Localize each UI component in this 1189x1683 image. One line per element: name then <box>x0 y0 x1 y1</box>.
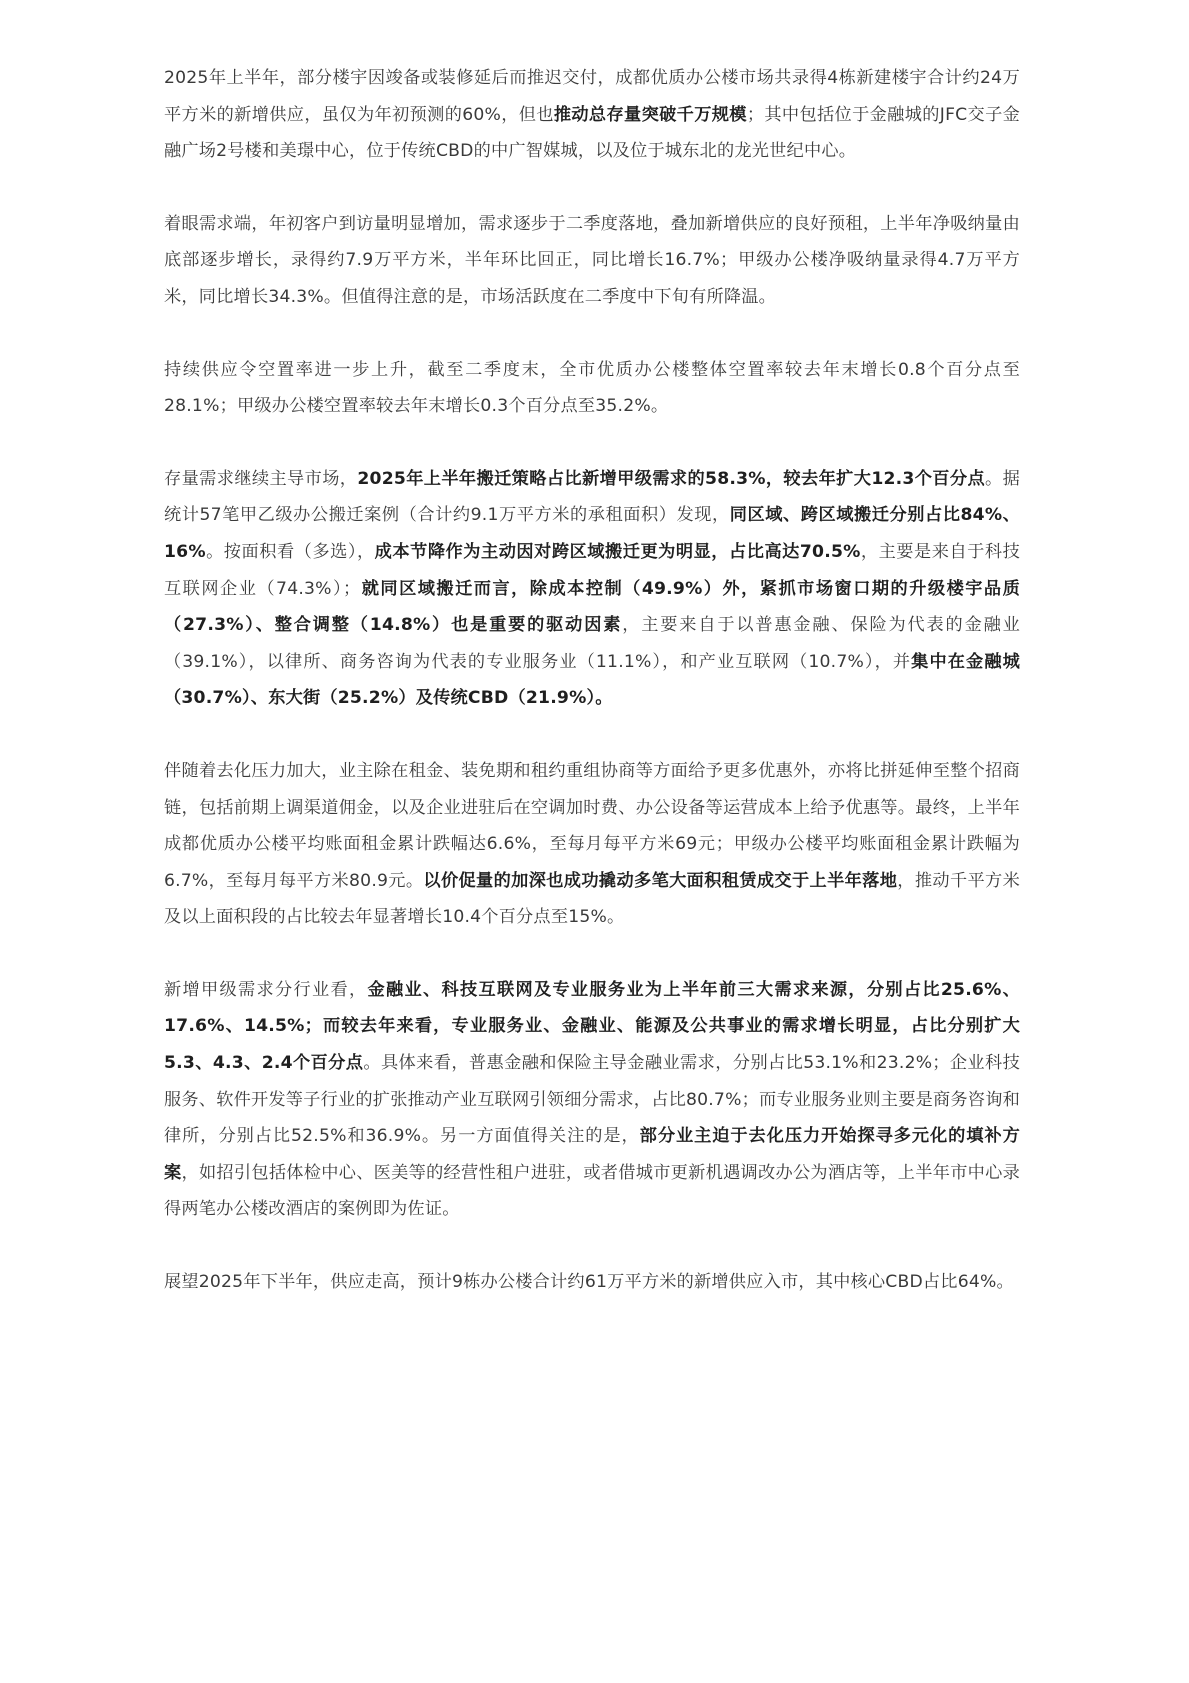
text-segment: 。据统计57笔甲乙级办公搬迁案例（合计约9.1万平方米的承租面积）发现， <box>164 468 1021 526</box>
bold-text-segment: 推动总存量突破千万规模 <box>553 104 747 125</box>
bold-text-segment: 成本节降作为主动因对跨区域搬迁更为明显，占比高达70.5% <box>374 541 861 562</box>
paragraph <box>164 352 1020 425</box>
paragraph <box>164 1264 1020 1301</box>
bold-text-segment: 金融业、科技互联网及专业服务业为上半年前三大需求来源，分别占比25.6%、17.6%、14.5%；而较去年来看，专业服务业、金融业、能源及公共事业的需求增长明显，占比分别扩大5.3、4.3、2.4个百分点 <box>164 979 1020 1074</box>
text-segment: ，主要来自于以普惠金融、保险为代表的金融业（39.1%），以律所、商务咨询为代表的专业服务业（11.1%），和产业互联网（10.7%），并 <box>164 615 1020 672</box>
text-segment: 。具体来看，普惠金融和保险主导金融业需求，分别占比53.1%和23.2%；企业科技服务、软件开发等子行业的扩张推动产业互联网引领细分需求，占比80.7%；而专业服务业则主要是商务咨询和律所，分别占比52.5%和36.9%。另一方面值得关注的是， <box>164 1053 1021 1147</box>
paragraph <box>164 206 1020 316</box>
paragraph <box>164 972 1020 1228</box>
text-segment: ，推动千平方米及以上面积段的占比较去年显著增长10.4个百分点至15%。 <box>164 870 1020 928</box>
bold-text-segment: 以价促量的加深也成功撬动多笔大面积租赁成交于上半年落地 <box>423 870 898 891</box>
text-segment: 展望2025年下半年，供应走高，预计9栋办公楼合计约61万平方米的新增供应入市，其中核心CBD占比64%。 <box>164 1272 1014 1293</box>
paragraph <box>164 60 1020 170</box>
text-segment: ，如招引包括体检中心、医美等的经营性租户进驻，或者借城市更新机遇调改办公为酒店等，上半年市中心录得两笔办公楼改酒店的案例即为佐证。 <box>164 1162 1021 1220</box>
paragraph <box>164 753 1020 936</box>
text-segment: 伴随着去化压力加大，业主除在租金、装免期和租约重组协商等方面给予更多优惠外，亦将比拼延伸至整个招商链，包括前期上调渠道佣金，以及企业进驻后在空调加时费、办公设备等运营成本上给予优惠等。最终，上半年成都优质办公楼平均账面租金累计跌幅达6.6%，至每月每平方米69元；甲级办公楼平均账面租金累计跌幅为6.7%，至每月每平方米80.9元。 <box>164 760 1020 891</box>
text-segment: 2025年上半年，部分楼宇因竣备或装修延后而推迟交付，成都优质办公楼市场共录得4栋新建楼宇合计约24万平方米的新增供应，虽仅为年初预测的60%，但也 <box>164 68 1020 125</box>
text-segment: 着眼需求端，年初客户到访量明显增加，需求逐步于二季度落地，叠加新增供应的良好预租，上半年净吸纳量由底部逐步增长，录得约7.9万平方米，半年环比回正，同比增长16.7%；甲级办公楼净吸纳量录得4.7万平方米，同比增长34.3%。但值得注意的是，市场活跃度在二季度中下旬有所降温。 <box>164 213 1020 307</box>
bold-text-segment: 集中在金融城（30.7%）、东大街（25.2%）及传统CBD（21.9%）。 <box>164 651 1020 709</box>
paragraph <box>164 461 1020 717</box>
text-segment: ；其中包括位于金融城的JFC交子金融广场2号楼和美璟中心，位于传统CBD的中广智媒城，以及位于城东北的龙光世纪中心。 <box>164 104 1020 162</box>
text-segment: 新增甲级需求分行业看， <box>164 979 368 1000</box>
text-segment: 存量需求继续主导市场， <box>164 468 358 489</box>
bold-text-segment: 2025年上半年搬迁策略占比新增甲级需求的58.3%，较去年扩大12.3个百分点 <box>357 468 986 489</box>
bold-text-segment: 部分业主迫于去化压力开始探寻多元化的填补方案 <box>164 1126 1021 1183</box>
bold-text-segment: 就同区域搬迁而言，除成本控制（49.9%）外，紧抓市场窗口期的升级楼宇品质（27.3%）、整合调整（14.8%）也是重要的驱动因素 <box>164 578 1020 636</box>
text-segment: 持续供应令空置率进一步上升，截至二季度末，全市优质办公楼整体空置率较去年末增长0.8个百分点至28.1%；甲级办公楼空置率较去年末增长0.3个百分点至35.2%。 <box>164 359 1020 417</box>
text-segment: 。按面积看（多选）， <box>205 541 375 562</box>
bold-text-segment: 同区域、跨区域搬迁分别占比84%、16% <box>164 505 1020 562</box>
text-segment: ，主要是来自于科技互联网企业（74.3%）； <box>164 541 1020 599</box>
document-body <box>164 60 1020 1337</box>
